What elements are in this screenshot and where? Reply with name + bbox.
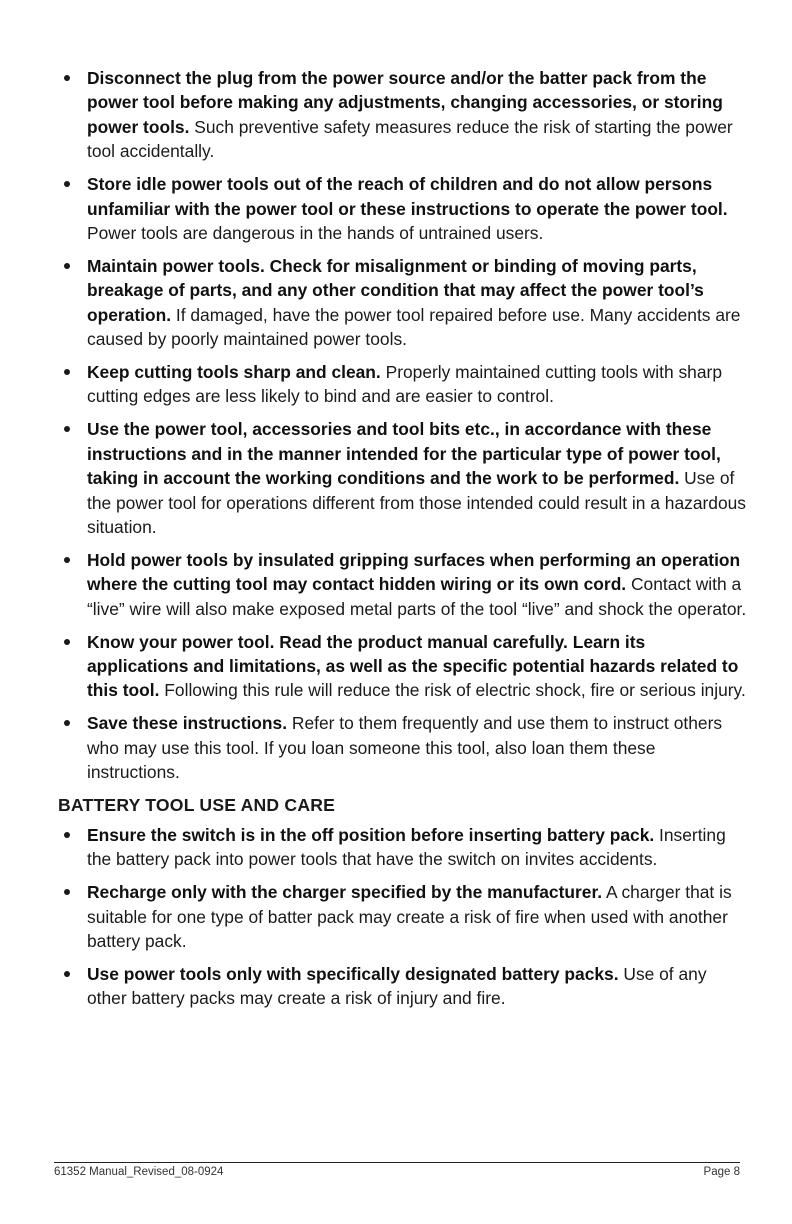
bullet-icon (64, 426, 70, 432)
item-text: Use of any other battery packs may create a risk of injury and fire. (87, 964, 707, 1009)
list-item (58, 880, 748, 953)
list-item (58, 711, 748, 784)
item-lead: Maintain power tools. Check for misalignment or binding of moving parts, breakage of parts, and any other condition that may affect the power tool’s operation. (87, 255, 704, 325)
bullet-icon (64, 971, 70, 977)
item-lead: Hold power tools by insulated gripping surfaces when performing an operation where the cutting tool may contact hidden wiring or its own cord. (87, 549, 741, 595)
item-lead: Disconnect the plug from the power source and/or the batter pack from the power tool before making any adjustments, changing accessories, or storing power tools. (87, 68, 723, 137)
item-text: Refer to them frequently and use them to instruct others who may use this tool. If you loan someone this tool, also loan them these instructions. (87, 713, 723, 783)
list-item (58, 254, 748, 352)
item-lead: Use the power tool, accessories and tool bits etc., in accordance with these instructions and in the manner intended for the particular type of power tool, taking in account the working conditions and the work to be performed. (87, 419, 721, 489)
item-text: Use of the power tool for operations different from those intended could result in a hazardous situation. (87, 468, 746, 537)
bullet-icon (64, 832, 70, 838)
page-number: Page 8 (703, 1166, 740, 1178)
item-text: Inserting the battery pack into power tools that have the switch on invites accidents. (87, 824, 726, 870)
list-item (58, 548, 748, 621)
item-lead: Save these instructions. (87, 713, 288, 734)
list-item (58, 172, 748, 245)
bullet-icon (64, 720, 70, 726)
bullet-icon (64, 557, 70, 563)
list-item (58, 630, 748, 703)
item-text: Such preventive safety measures reduce the risk of starting the power tool accidentally. (87, 116, 733, 162)
item-lead: Ensure the switch is in the off position before inserting battery pack. (87, 824, 655, 845)
page-content (58, 66, 748, 1019)
list-item (58, 962, 748, 1011)
bullet-icon (64, 889, 70, 895)
item-lead: Keep cutting tools sharp and clean. (87, 361, 381, 382)
footer (54, 1166, 740, 1178)
item-text: Power tools are dangerous in the hands of untrained users. (87, 222, 544, 243)
item-text: Contact with a “live” wire will also make exposed metal parts of the tool “live” and shock the operator. (87, 574, 747, 619)
item-lead: Store idle power tools out of the reach of children and do not allow persons unfamiliar with the power tool or these instructions to operate the power tool. (87, 174, 728, 219)
item-lead: Recharge only with the charger specified by the manufacturer. (87, 882, 603, 903)
bullet-icon (64, 639, 70, 645)
general-safety-list (58, 66, 748, 784)
list-item (58, 66, 748, 164)
bullet-icon (64, 75, 70, 81)
section-heading: BATTERY TOOL USE AND CARE (58, 794, 336, 815)
item-lead: Use power tools only with specifically designated battery packs. (87, 964, 619, 984)
item-text: A charger that is suitable for one type of batter pack may create a risk of fire when used with another battery pack. (87, 882, 732, 952)
item-text: Following this rule will reduce the risk of electric shock, fire or serious injury. (159, 680, 746, 701)
document-id: 61352 Manual_Revised_08-0924 (54, 1166, 224, 1178)
battery-safety-list (58, 823, 748, 1011)
bullet-icon (64, 263, 70, 269)
bullet-icon (64, 369, 70, 375)
bullet-icon (64, 181, 70, 187)
footer-divider (54, 1162, 740, 1163)
item-text: Properly maintained cutting tools with sharp cutting edges are less likely to bind and are easier to control. (87, 361, 722, 407)
list-item (58, 417, 748, 539)
list-item (58, 360, 748, 409)
list-item (58, 823, 748, 872)
item-lead: Know your power tool. Read the product manual carefully. Learn its applications and limitations, as well as the specific potential hazards related to this tool. (87, 631, 739, 701)
item-text: If damaged, have the power tool repaired before use. Many accidents are caused by poorly maintained power tools. (87, 304, 741, 350)
